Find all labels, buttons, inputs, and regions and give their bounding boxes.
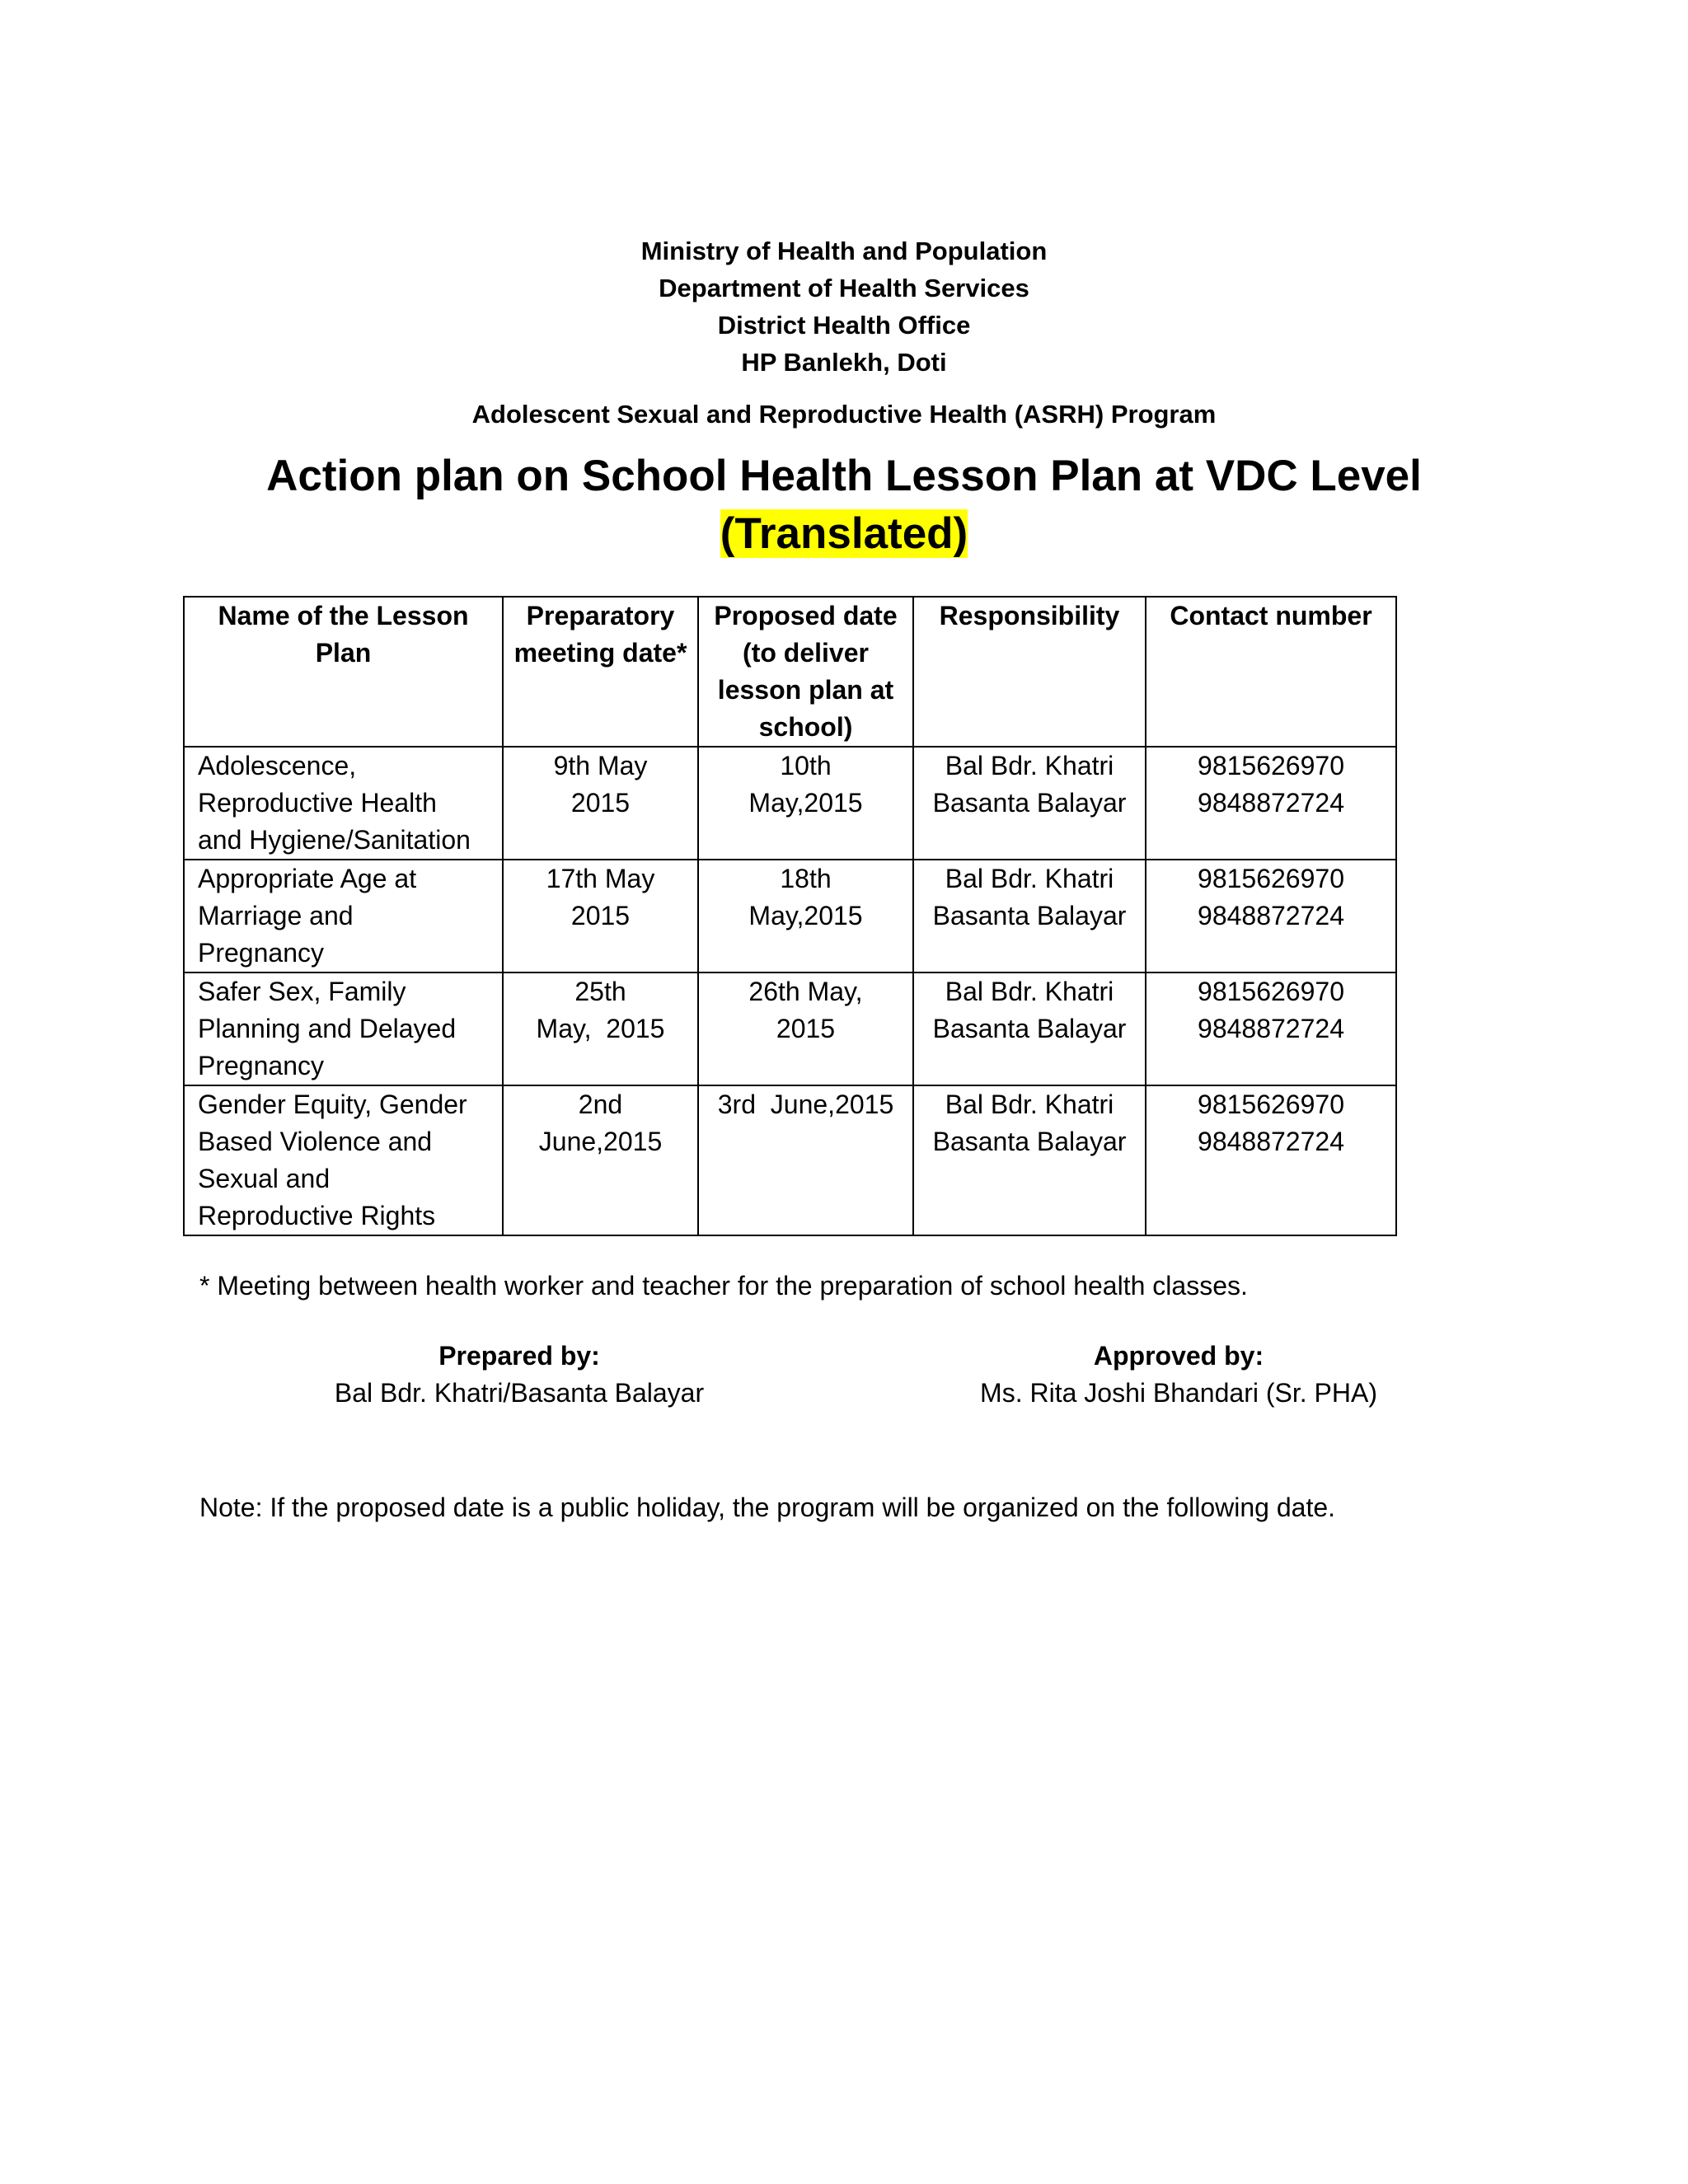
document-title-block: [0, 448, 1688, 563]
header-responsibility: Responsibility: [913, 597, 1146, 747]
ministry-line: Ministry of Health and Population: [640, 237, 1048, 265]
proposed-date-cell: 3rd June,2015: [698, 1085, 913, 1235]
holiday-note: Note: If the proposed date is a public holiday, the program will be organized on the following date.: [199, 1493, 1336, 1522]
contact-cell: 9815626970 9848872724: [1146, 972, 1396, 1085]
lesson-plan-cell: Safer Sex, Family Planning and Delayed Pregnancy: [184, 972, 503, 1085]
translated-label: (Translated): [720, 509, 968, 558]
approved-by-name: Ms. Rita Joshi Bhandari (Sr. PHA): [980, 1378, 1377, 1408]
contact-cell: 9815626970 9848872724: [1146, 747, 1396, 860]
preparatory-date-cell: 17th May 2015: [503, 860, 698, 972]
table-row: [184, 747, 1396, 860]
proposed-date-cell: 10th May,2015: [698, 747, 913, 860]
responsibility-cell: Bal Bdr. Khatri Basanta Balayar: [913, 972, 1146, 1085]
table-row: [184, 1085, 1396, 1235]
responsibility-cell: Bal Bdr. Khatri Basanta Balayar: [913, 747, 1146, 860]
lesson-plan-cell: Gender Equity, Gender Based Violence and Sexual and Reproductive Rights: [184, 1085, 503, 1235]
letterhead: [0, 232, 1688, 381]
responsibility-cell: Bal Bdr. Khatri Basanta Balayar: [913, 1085, 1146, 1235]
action-plan-table: [183, 596, 1397, 1236]
lesson-plan-cell: Appropriate Age at Marriage and Pregnancy: [184, 860, 503, 972]
preparatory-date-cell: 9th May 2015: [503, 747, 698, 860]
proposed-date-cell: 26th May, 2015: [698, 972, 913, 1085]
proposed-date-cell: 18th May,2015: [698, 860, 913, 972]
program-name: Adolescent Sexual and Reproductive Health (ASRH) Program: [471, 400, 1217, 429]
header-preparatory-date: Preparatory meeting date*: [503, 597, 698, 747]
preparatory-date-cell: 25th May, 2015: [503, 972, 698, 1085]
approved-by-block: [931, 1338, 1426, 1412]
lesson-plan-cell: Adolescence, Reproductive Health and Hygiene/Sanitation: [184, 747, 503, 860]
office-line: District Health Office: [717, 311, 971, 340]
location-line: HP Banlekh, Doti: [741, 348, 947, 377]
table-header-row: [184, 597, 1396, 747]
approved-by-label: Approved by:: [1093, 1341, 1264, 1371]
department-line: Department of Health Services: [659, 274, 1029, 302]
header-lesson-plan: Name of the Lesson Plan: [184, 597, 503, 747]
responsibility-cell: Bal Bdr. Khatri Basanta Balayar: [913, 860, 1146, 972]
contact-cell: 9815626970 9848872724: [1146, 860, 1396, 972]
contact-cell: 9815626970 9848872724: [1146, 1085, 1396, 1235]
preparatory-date-cell: 2nd June,2015: [503, 1085, 698, 1235]
prepared-by-label: Prepared by:: [438, 1341, 600, 1371]
table-row: [184, 860, 1396, 972]
prepared-by-name: Bal Bdr. Khatri/Basanta Balayar: [334, 1378, 705, 1408]
table-footnote: * Meeting between health worker and teacher for the preparation of school health classes.: [199, 1271, 1248, 1301]
document-title: Action plan on School Health Lesson Plan at VDC Level: [266, 452, 1422, 500]
table-row: [184, 972, 1396, 1085]
prepared-by-block: [272, 1338, 767, 1412]
header-contact: Contact number: [1146, 597, 1396, 747]
header-proposed-date: Proposed date (to deliver lesson plan at school): [698, 597, 913, 747]
